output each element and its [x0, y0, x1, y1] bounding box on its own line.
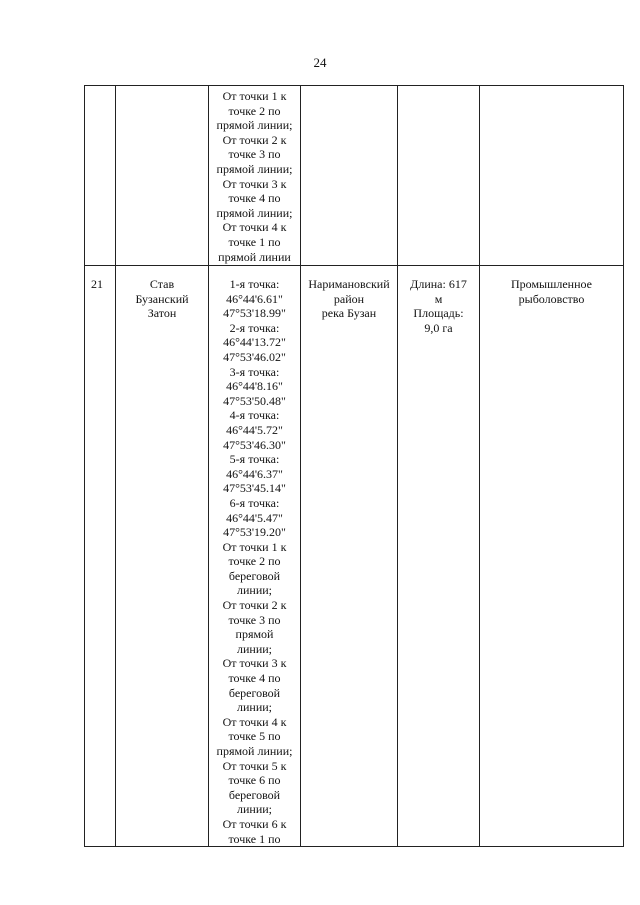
cell-text-line: 6-я точка: — [229, 495, 280, 510]
cell-text-line: От точки 3 к — [222, 176, 287, 191]
cell-text-line: 46°44'5.47" — [226, 510, 283, 525]
cell-text-line: 5-я точка: — [229, 452, 280, 467]
cell-text-line: линии; — [236, 583, 272, 598]
cell-text-line: прямой линии; — [216, 118, 293, 133]
cell-text-line: От точки 2 к — [222, 132, 287, 147]
cell-text-line: прямой линии; — [216, 205, 293, 220]
cell-text-line: Длина: 617 — [410, 277, 467, 291]
cell-text-line: линии; — [236, 802, 272, 817]
cell-text-line: 47°53'46.02" — [223, 349, 286, 364]
cell-text-line: 3-я точка: — [229, 364, 280, 379]
cell-text-line: точке 2 по — [228, 554, 281, 569]
cell-text-line: линии; — [236, 641, 272, 656]
cell-text-line: точке 4 по — [228, 671, 281, 686]
table-row-21 — [85, 266, 624, 847]
cell-text-line: точке 3 по — [228, 612, 281, 627]
row-number-cell — [85, 86, 116, 266]
cell-text-line: точке 1 по — [228, 831, 281, 846]
cell-text-line: 46°44'6.37" — [226, 466, 283, 481]
cell-text-line: 47°53'45.14" — [223, 481, 286, 496]
cell-text-line: 46°44'8.16" — [226, 379, 283, 394]
use-cell — [480, 266, 624, 847]
cell-text-line: 1-я точка: — [229, 277, 280, 291]
location-cell — [301, 86, 398, 266]
cell-text-line: От точки 1 к — [222, 89, 287, 103]
cell-text-line: прямой линии; — [216, 161, 293, 176]
cell-text-line: Затон — [147, 306, 177, 321]
cell-text-line: Став — [149, 277, 175, 291]
cell-text-line: точке 1 по — [228, 234, 281, 249]
coordinates-cell — [209, 86, 301, 266]
cell-text-line: м — [434, 291, 443, 306]
cell-text-line: рыболовство — [518, 291, 585, 306]
cell-text-line: От точки 6 к — [222, 816, 287, 831]
cell-text-line: река Бузан — [321, 306, 377, 321]
cell-text-line: береговой — [228, 568, 281, 583]
row-number-cell: 21 — [85, 266, 116, 847]
cell-text-line: точке 6 по — [228, 773, 281, 788]
cell-text-line: район — [333, 291, 365, 306]
cell-text-line: 46°44'6.61" — [226, 291, 283, 306]
cell-text-line: береговой — [228, 787, 281, 802]
cell-text-line: точке 4 по — [228, 191, 281, 206]
cell-text-line: От точки 1 к — [222, 539, 287, 554]
cell-text-line: Бузанский — [135, 291, 189, 306]
cell-text-line: 47°53'50.48" — [223, 393, 286, 408]
fishing-areas-table — [84, 85, 624, 847]
table-row-continuation — [85, 86, 624, 266]
cell-text-line: От точки 2 к — [222, 598, 287, 613]
cell-text-line: линии; — [236, 700, 272, 715]
cell-text-line: 46°44'5.72" — [226, 422, 283, 437]
cell-text-line: 46°44'13.72" — [223, 335, 286, 350]
page-number: 24 — [313, 55, 327, 70]
cell-text-line: береговой — [228, 685, 281, 700]
cell-text-line: прямой — [235, 627, 274, 642]
cell-text-line: точке 5 по — [228, 729, 281, 744]
use-cell — [480, 86, 624, 266]
cell-text-line: 4-я точка: — [229, 408, 280, 423]
cell-text-line: Наримановский — [308, 277, 390, 291]
cell-text-line: От точки 4 к — [222, 714, 287, 729]
size-cell — [398, 86, 480, 266]
cell-text-line: точке 3 по — [228, 147, 281, 162]
location-cell — [301, 266, 398, 847]
cell-text-line: 2-я точка: — [229, 320, 280, 335]
cell-text-line: 47°53'18.99" — [223, 306, 286, 321]
cell-text-line: Площадь: — [413, 306, 464, 321]
cell-text-line: От точки 3 к — [222, 656, 287, 671]
cell-text-line: Промышленное — [511, 277, 592, 291]
size-cell — [398, 266, 480, 847]
name-cell — [116, 86, 209, 266]
name-cell — [116, 266, 209, 847]
cell-text-line: 47°53'19.20" — [223, 525, 286, 540]
cell-text-line: 9,0 га — [424, 320, 453, 335]
cell-text-line: прямой линии; — [216, 744, 293, 758]
cell-text-line: 47°53'46.30" — [223, 437, 286, 452]
cell-text-line: прямой линии — [218, 249, 291, 264]
cell-text-line: От точки 5 к — [222, 758, 287, 773]
coordinates-cell — [209, 266, 301, 847]
cell-text-line: точке 2 по — [228, 103, 281, 118]
cell-text-line: От точки 4 к — [222, 220, 287, 235]
